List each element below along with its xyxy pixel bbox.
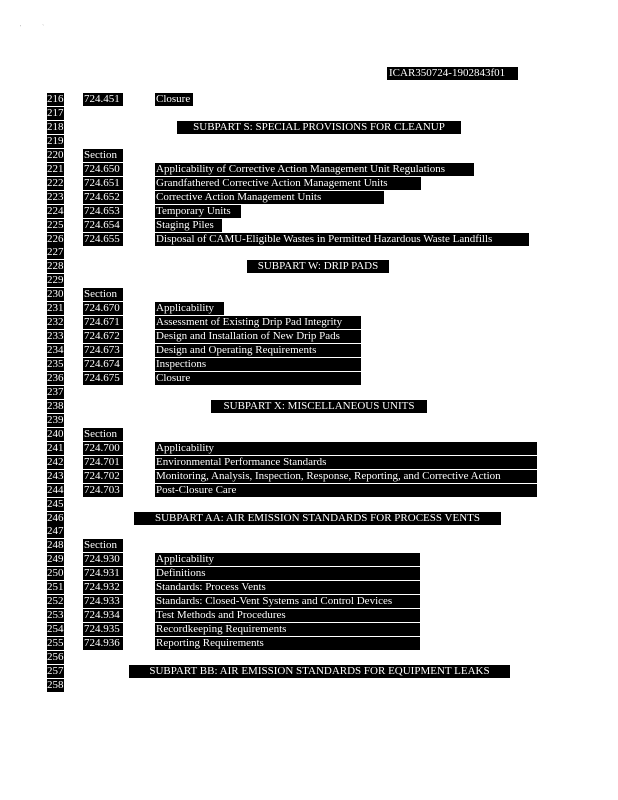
line-number: 258 [47,679,64,691]
section-number: 724.933 [83,595,123,608]
subpart-heading: SUBPART S: SPECIAL PROVISIONS FOR CLEANUP [177,121,461,134]
section-number: 724.654 [83,219,123,232]
line-number: 252 [47,595,64,607]
line-number: 249 [47,553,64,565]
section-column-header: Section [83,428,123,441]
section-number: 724.700 [83,442,123,455]
section-title: Assessment of Existing Drip Pad Integrity [155,316,361,329]
line-number: 255 [47,637,64,649]
line-number: 225 [47,219,64,231]
line-number: 231 [47,302,64,314]
section-number: 724.670 [83,302,123,315]
line-number: 241 [47,442,64,454]
section-number: 724.930 [83,553,123,566]
line-number: 232 [47,316,64,328]
section-number: 724.673 [83,344,123,357]
section-title: Closure [155,93,193,106]
section-title: Applicability [155,553,420,566]
section-title: Standards: Closed-Vent Systems and Control Devices [155,595,420,608]
section-title: Applicability [155,302,224,315]
section-number: 724.651 [83,177,123,190]
line-number: 224 [47,205,64,217]
section-title: Reporting Requirements [155,637,420,650]
section-number: 724.931 [83,567,123,580]
section-number: 724.674 [83,358,123,371]
line-number: 229 [47,274,64,286]
section-title: Staging Piles [155,219,222,232]
subpart-heading: SUBPART AA: AIR EMISSION STANDARDS FOR PROCESS VENTS [134,512,501,525]
section-title: Monitoring, Analysis, Inspection, Response, Reporting, and Corrective Action [155,470,537,483]
line-number: 234 [47,344,64,356]
section-number: 724.652 [83,191,123,204]
section-title: Definitions [155,567,420,580]
line-number: 254 [47,623,64,635]
line-number: 250 [47,567,64,579]
line-number: 248 [47,539,64,551]
section-number: 724.650 [83,163,123,176]
line-number: 237 [47,386,64,398]
section-number: 724.672 [83,330,123,343]
section-number: 724.655 [83,233,123,246]
subpart-heading: SUBPART X: MISCELLANEOUS UNITS [211,400,427,413]
line-number: 227 [47,246,64,258]
section-number: 724.932 [83,581,123,594]
section-number: 724.936 [83,637,123,650]
section-title: Inspections [155,358,361,371]
line-number: 217 [47,107,64,119]
line-number: 246 [47,512,64,524]
section-title: Environmental Performance Standards [155,456,537,469]
line-number: 239 [47,414,64,426]
line-number: 216 [47,93,64,105]
line-number: 226 [47,233,64,245]
section-title: Applicability of Corrective Action Management Unit Regulations [155,163,474,176]
subpart-heading: SUBPART W: DRIP PADS [247,260,389,273]
line-number: 242 [47,456,64,468]
line-number: 233 [47,330,64,342]
document-header-code: ICAR350724-1902843f01 [387,67,518,80]
line-number: 247 [47,525,64,537]
section-number: 724.671 [83,316,123,329]
line-number: 219 [47,135,64,147]
section-title: Grandfathered Corrective Action Management Units [155,177,421,190]
line-number: 218 [47,121,64,133]
line-number: 257 [47,665,64,677]
line-number: 251 [47,581,64,593]
line-number: 240 [47,428,64,440]
section-number: 724.653 [83,205,123,218]
line-number: 236 [47,372,64,384]
section-number: 724.935 [83,623,123,636]
line-number: 244 [47,484,64,496]
section-column-header: Section [83,149,123,162]
line-number: 220 [47,149,64,161]
section-number: 724.675 [83,372,123,385]
subpart-heading: SUBPART BB: AIR EMISSION STANDARDS FOR EQUIPMENT LEAKS [129,665,510,678]
line-number: 243 [47,470,64,482]
line-number: 223 [47,191,64,203]
section-title: Applicability [155,442,537,455]
line-number: 228 [47,260,64,272]
section-number: 724.701 [83,456,123,469]
section-title: Standards: Process Vents [155,581,420,594]
section-title: Temporary Units [155,205,241,218]
line-number: 221 [47,163,64,175]
section-column-header: Section [83,288,123,301]
section-number: 724.702 [83,470,123,483]
line-number: 230 [47,288,64,300]
section-column-header: Section [83,539,123,552]
line-number: 238 [47,400,64,412]
section-title: Closure [155,372,361,385]
line-number: 253 [47,609,64,621]
line-number: 235 [47,358,64,370]
section-title: Recordkeeping Requirements [155,623,420,636]
section-title: Post-Closure Care [155,484,537,497]
section-title: Design and Installation of New Drip Pads [155,330,361,343]
line-number: 245 [47,498,64,510]
line-number: 256 [47,651,64,663]
section-title: Corrective Action Management Units [155,191,384,204]
section-title: Disposal of CAMU-Eligible Wastes in Permitted Hazardous Waste Landfills [155,233,529,246]
section-title: Design and Operating Requirements [155,344,361,357]
section-number: 724.934 [83,609,123,622]
section-title: Test Methods and Procedures [155,609,420,622]
scan-specks: ' ` [20,25,45,31]
section-number: 724.703 [83,484,123,497]
section-number: 724.451 [83,93,123,106]
line-number: 222 [47,177,64,189]
